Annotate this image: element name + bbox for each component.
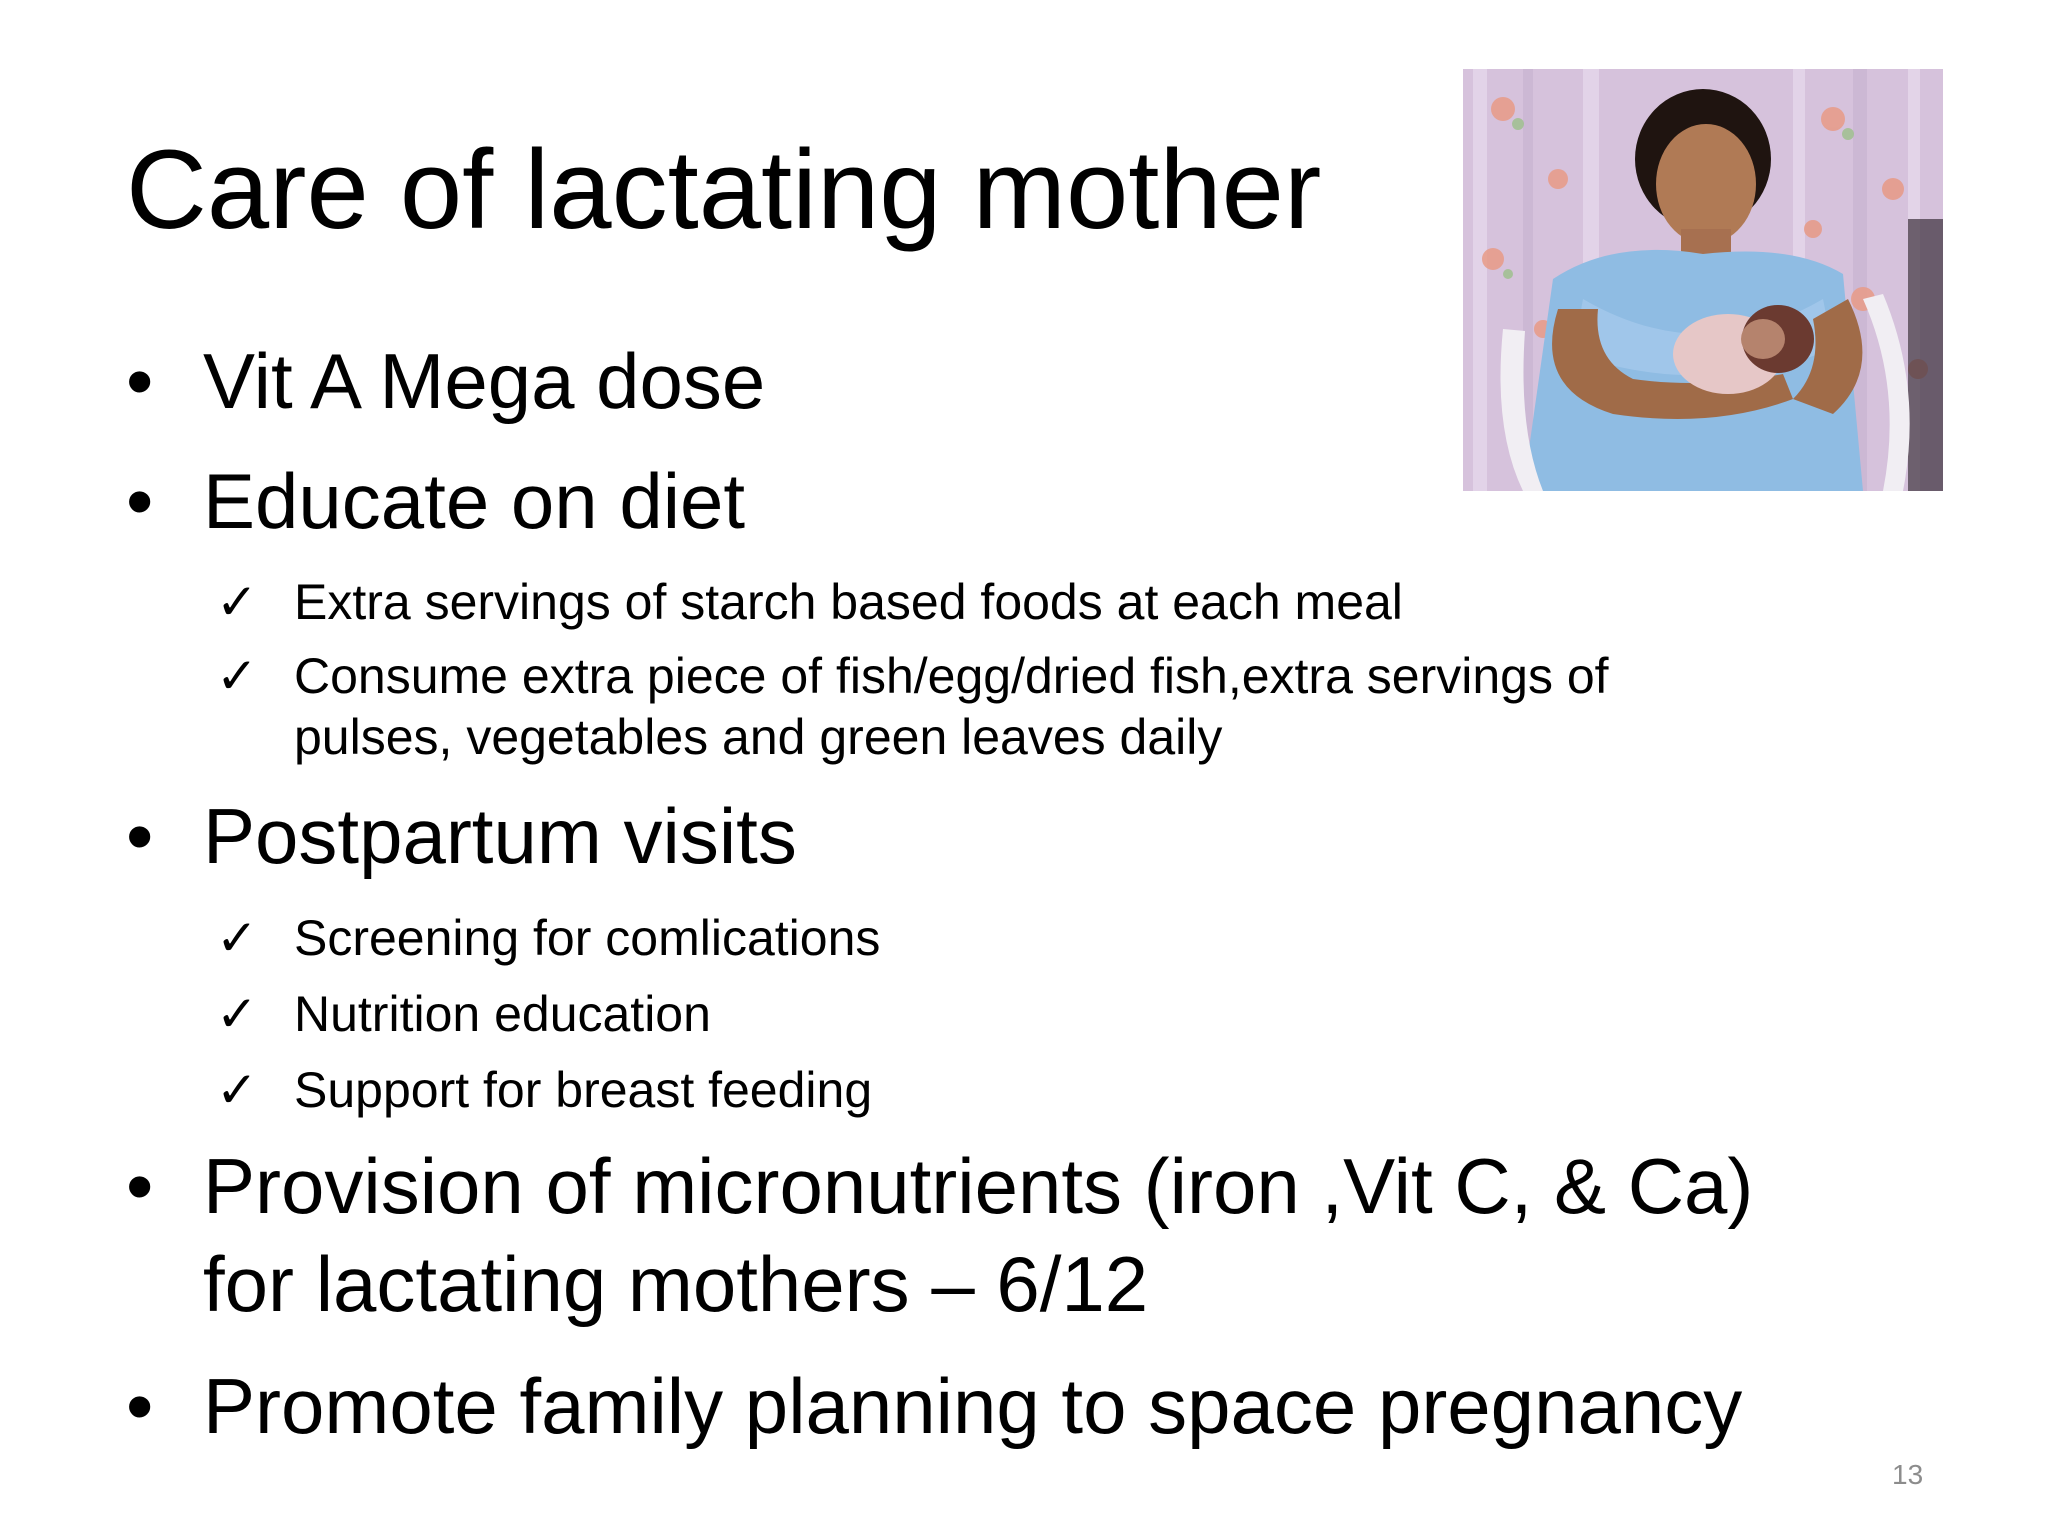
slide-title: Care of lactating mother <box>126 127 1322 252</box>
checkmark-icon: ✓ <box>216 910 258 966</box>
slide: Care of lactating mother • Vit A Mega dose • Educate on diet ✓ Extra servings of starch based foods at each meal ✓ Consume extra piece of fish/egg/dried fish,extra servings of pulses, vegetables and green leaves daily • Postpartum visits ✓ Screening for comlications ✓ Nutrition education ✓ Support for breast feeding • Provision of micronutrients (iron ,Vit C, & Ca) for lactating mothers – 6/12 • Promote family planning to space pregnancy 13 <box>0 0 2048 1536</box>
mother-breastfeeding-photo <box>1463 69 1943 491</box>
checkmark-icon: ✓ <box>216 1062 258 1118</box>
bullet-dot-icon: • <box>126 457 154 545</box>
checkmark-icon: ✓ <box>216 574 258 630</box>
bullet-dot-icon: • <box>126 337 154 425</box>
bullet-dot-icon: • <box>126 1362 154 1450</box>
checkmark-icon: ✓ <box>216 986 258 1042</box>
page-number: 13 <box>1892 1459 1924 1490</box>
bullet-dot-icon: • <box>126 1142 154 1230</box>
checkmark-icon: ✓ <box>216 648 258 704</box>
bullet-dot-icon: • <box>126 792 154 880</box>
